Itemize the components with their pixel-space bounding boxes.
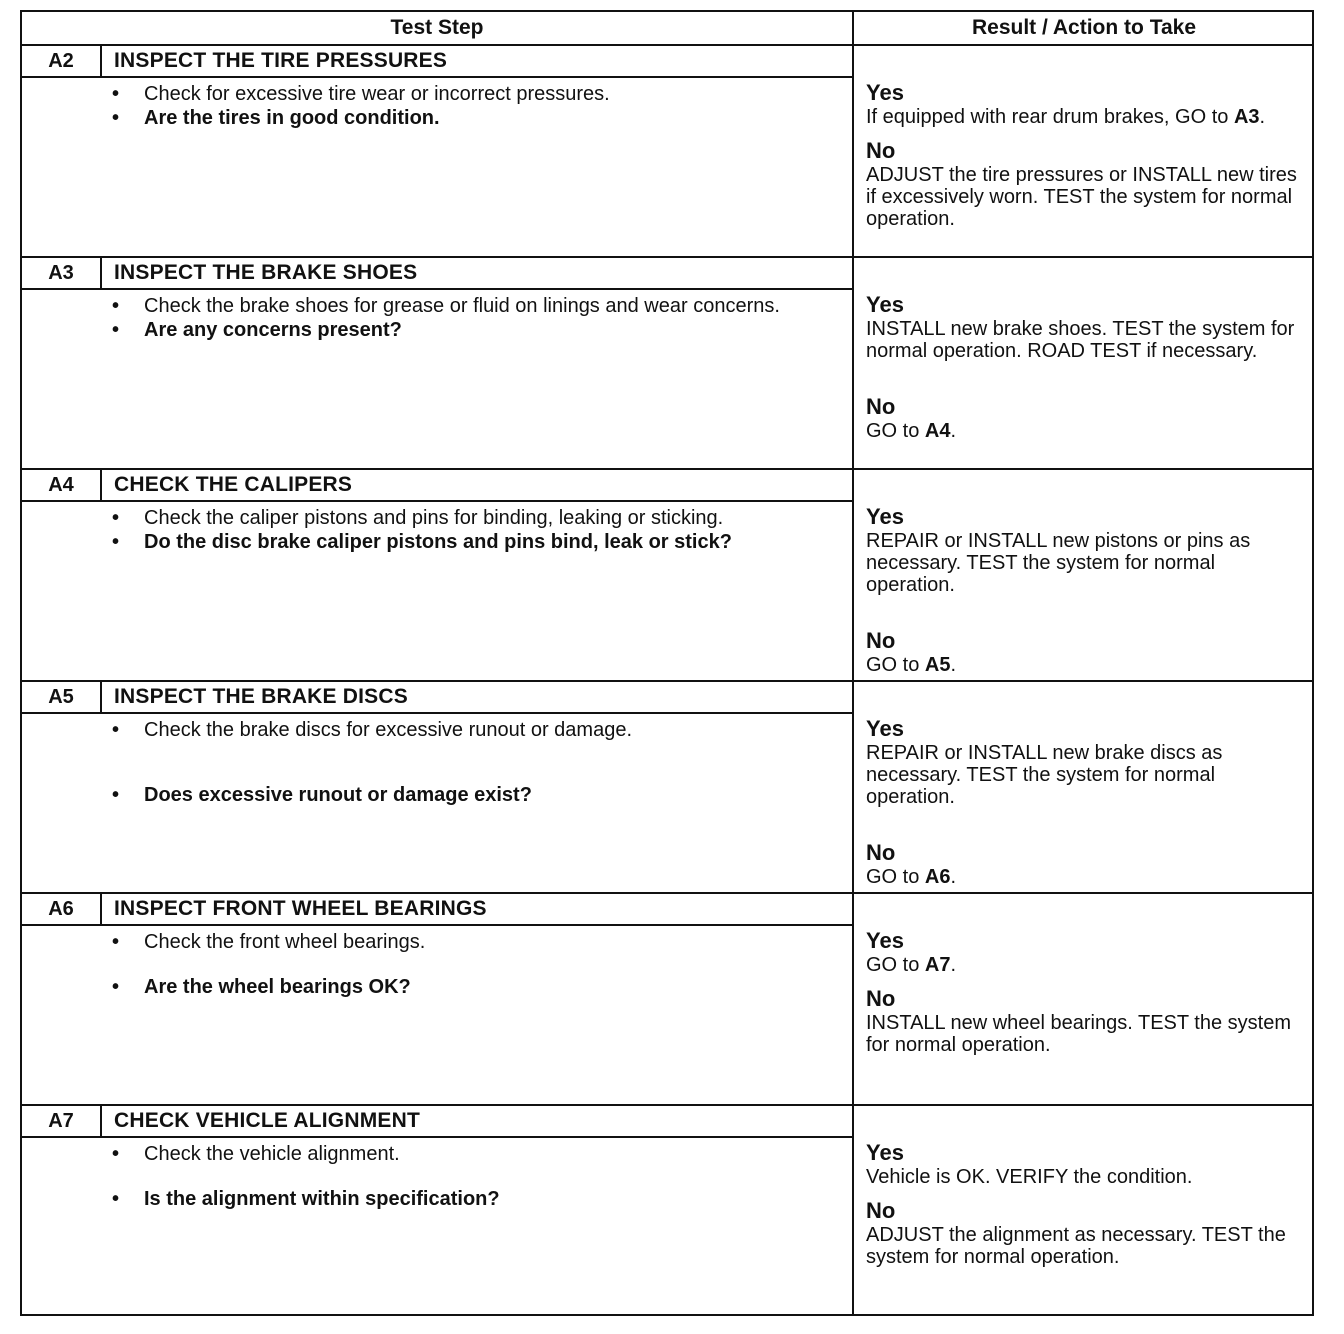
yes-label: Yes bbox=[866, 504, 904, 529]
no-action: INSTALL new wheel bearings. TEST the system for normal operation. bbox=[866, 1012, 1292, 1056]
header-result: Result / Action to Take bbox=[854, 12, 1314, 46]
step-question: • Do the disc brake caliper pistons and pins bind, leak or stick? bbox=[110, 532, 830, 553]
no-action: ADJUST the tire pressures or INSTALL new tires if excessively worn. TEST the system for normal operation. bbox=[866, 164, 1297, 230]
no-label: No bbox=[866, 394, 896, 419]
step-list bbox=[110, 1144, 830, 1213]
step-id: A3 bbox=[22, 258, 102, 290]
yes-action: INSTALL new brake shoes. TEST the system for normal operation. ROAD TEST if necessary. bbox=[866, 318, 1295, 362]
step-list bbox=[110, 932, 830, 1001]
step-check: • Check the vehicle alignment. bbox=[110, 1144, 830, 1165]
yes-action bbox=[866, 106, 1300, 128]
test-step-cell bbox=[22, 258, 854, 468]
step-title: CHECK THE CALIPERS bbox=[102, 470, 852, 502]
step-title: INSPECT THE TIRE PRESSURES bbox=[102, 46, 852, 78]
step-question: • Is the alignment within specification? bbox=[110, 1189, 830, 1210]
no-label: No bbox=[866, 986, 896, 1011]
result-cell bbox=[854, 46, 1312, 256]
no-action bbox=[866, 420, 1300, 442]
step-title: INSPECT FRONT WHEEL BEARINGS bbox=[102, 894, 852, 926]
yes-text: If equipped with rear drum brakes, GO to bbox=[866, 106, 1229, 128]
no-label: No bbox=[866, 1198, 896, 1223]
no-text: GO to bbox=[866, 420, 920, 442]
test-step-cell bbox=[22, 894, 854, 1104]
no-text: GO to bbox=[866, 654, 920, 676]
result-cell bbox=[854, 258, 1312, 468]
yes-action: REPAIR or INSTALL new brake discs as necessary. TEST the system for normal operation. bbox=[866, 742, 1223, 808]
step-id: A4 bbox=[22, 470, 102, 502]
step-id: A2 bbox=[22, 46, 102, 78]
yes-label: Yes bbox=[866, 80, 904, 105]
step-check: • Check the brake shoes for grease or fluid on linings and wear concerns. bbox=[110, 296, 830, 317]
no-text: GO to bbox=[866, 866, 920, 888]
yes-action: REPAIR or INSTALL new pistons or pins as necessary. TEST the system for normal operation. bbox=[866, 530, 1251, 596]
table-row-a4 bbox=[22, 470, 1312, 682]
step-check: • Check the caliper pistons and pins for binding, leaking or sticking. bbox=[110, 508, 830, 529]
yes-label: Yes bbox=[866, 928, 904, 953]
no-label: No bbox=[866, 628, 896, 653]
step-list bbox=[110, 508, 830, 556]
yes-text: GO to bbox=[866, 954, 920, 976]
test-step-cell bbox=[22, 470, 854, 680]
result-cell bbox=[854, 682, 1312, 892]
yes-action bbox=[866, 954, 1300, 976]
header-test-step: Test Step bbox=[22, 12, 854, 46]
no-ref: A4 bbox=[924, 420, 951, 442]
step-id: A5 bbox=[22, 682, 102, 714]
no-label: No bbox=[866, 138, 896, 163]
no-ref: A6 bbox=[924, 866, 951, 888]
table-row-a2 bbox=[22, 46, 1312, 258]
no-label: No bbox=[866, 840, 896, 865]
step-title: INSPECT THE BRAKE SHOES bbox=[102, 258, 852, 290]
no-action: ADJUST the alignment as necessary. TEST the system for normal operation. bbox=[866, 1224, 1286, 1268]
result-cell bbox=[854, 1106, 1312, 1314]
step-id: A6 bbox=[22, 894, 102, 926]
yes-label: Yes bbox=[866, 716, 904, 741]
step-list bbox=[110, 84, 830, 132]
test-step-cell bbox=[22, 1106, 854, 1314]
no-action bbox=[866, 866, 1300, 888]
step-check: • Check the brake discs for excessive runout or damage. bbox=[110, 720, 830, 741]
table-row-a5 bbox=[22, 682, 1312, 894]
step-question: • Are any concerns present? bbox=[110, 320, 830, 341]
test-step-cell bbox=[22, 682, 854, 892]
no-tail: . bbox=[950, 866, 957, 888]
step-list bbox=[110, 296, 830, 344]
no-ref: A5 bbox=[924, 654, 951, 676]
no-tail: . bbox=[950, 420, 957, 442]
step-check: • Check for excessive tire wear or incorrect pressures. bbox=[110, 84, 830, 105]
step-id: A7 bbox=[22, 1106, 102, 1138]
yes-tail: . bbox=[950, 954, 957, 976]
yes-tail: . bbox=[1259, 106, 1266, 128]
step-question: • Does excessive runout or damage exist? bbox=[110, 785, 830, 806]
diagnostic-table bbox=[20, 10, 1314, 1316]
yes-ref: A7 bbox=[924, 954, 951, 976]
table-row-a7 bbox=[22, 1106, 1312, 1314]
test-step-cell bbox=[22, 46, 854, 256]
yes-action: Vehicle is OK. VERIFY the condition. bbox=[866, 1166, 1193, 1188]
step-question: • Are the tires in good condition. bbox=[110, 108, 830, 129]
yes-label: Yes bbox=[866, 1140, 904, 1165]
no-tail: . bbox=[950, 654, 957, 676]
result-cell bbox=[854, 470, 1312, 680]
table-row-a6 bbox=[22, 894, 1312, 1106]
table-row-a3 bbox=[22, 258, 1312, 470]
step-question: • Are the wheel bearings OK? bbox=[110, 977, 830, 998]
no-action bbox=[866, 654, 1300, 676]
step-title: CHECK VEHICLE ALIGNMENT bbox=[102, 1106, 852, 1138]
step-list bbox=[110, 720, 830, 809]
yes-label: Yes bbox=[866, 292, 904, 317]
step-title: INSPECT THE BRAKE DISCS bbox=[102, 682, 852, 714]
result-cell bbox=[854, 894, 1312, 1104]
step-check: • Check the front wheel bearings. bbox=[110, 932, 830, 953]
yes-ref: A3 bbox=[1233, 106, 1260, 128]
